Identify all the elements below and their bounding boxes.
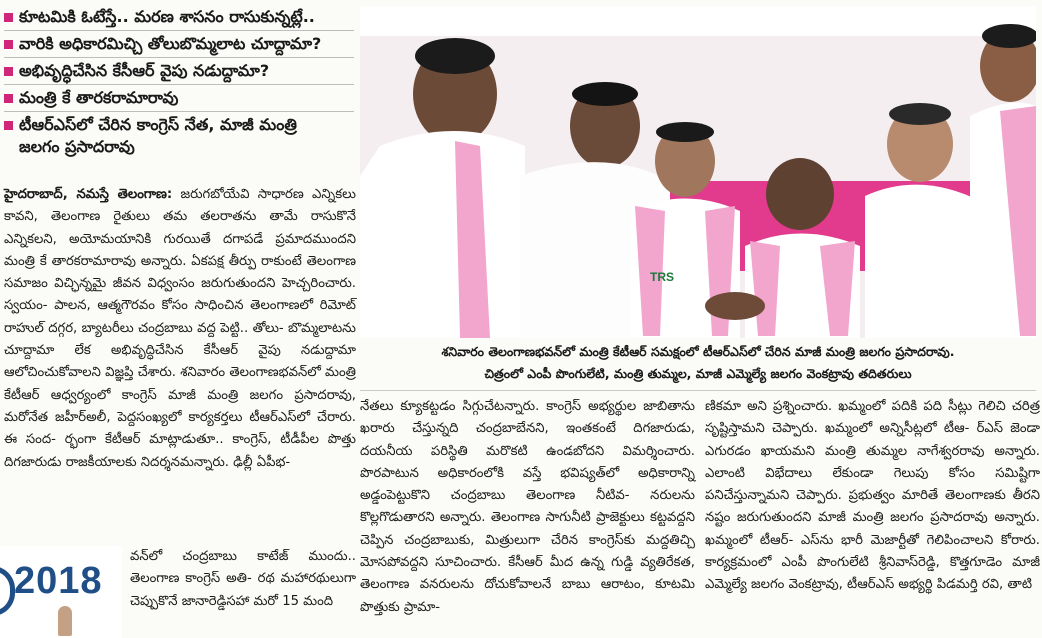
bullet-text: కూటమికి ఓటేస్తే.. మరణ శాసనం రాసుకున్నట్లే.. — [19, 7, 315, 26]
bullet-square-icon — [4, 94, 13, 103]
bullet-text: అభివృద్ధిచేసిన కేసీఆర్ వైపు నడుద్దామా? — [19, 61, 270, 80]
inked-finger-icon — [58, 606, 72, 636]
headline-bullet — [4, 31, 354, 58]
bullet-text: మంత్రి కే తారకరామారావు — [19, 88, 179, 107]
caption-line: చిత్రంలో ఎంపీ పొంగులేటి, మంత్రి తుమ్మల, మాజీ ఎమ్మెల్యే జలగం వెంకట్రావు తదితరులు — [484, 366, 912, 381]
caption-line: శనివారం తెలంగాణభవన్‌లో మంత్రి కేటీఆర్ సమక్షంలో టీఆర్ఎస్‌లో చేరిన మాజీ మంత్రి జలగం ప్రసాదరావు. — [441, 344, 955, 359]
headline-bullet — [4, 58, 354, 85]
article-columns-right — [360, 396, 1040, 638]
headline-bullet — [4, 4, 354, 31]
photo-caption — [360, 341, 1036, 385]
news-photo — [360, 6, 1036, 338]
bullet-square-icon — [4, 67, 13, 76]
article-column: నేతలు క్యూకట్టడం సిగ్గుచేటన్నారు. కాంగ్రెస్ అభ్యర్థుల జాబితాను ఖరారు చేస్తున్నది చంద్రబాబేనని, ఇంతకంటే దిగజారుడు, దయనీయ పరిస్థితి మరొకటి ఉండబోదని విమర్శించారు. పొరపాటున అధికారంలోకి వస్తే భవిష్యత్‌లో అధికారాన్ని అడ్డంపెట్టుకొని చంద్రబాబు తెలంగాణ నీటివ- నరులను కొల్లగొడుతారని అన్నారు. తెలంగాణ సాగునీటి ప్రాజెక్టులు కట్టవద్దని చెప్పిన చంద్రబాబుకు, మిత్రులుగా చేరిన కాంగ్రెస్‌కు మద్దతిచ్చి మోసపోవద్దని సూచించారు. కేసీఆర్ మీద ఉన్న గుడ్డి వ్యతిరేకత, తెలంగాణ వనరులను దోచుకోవాలనే బాబు ఆరాటం, కూటమి పొత్తుకు ప్రామా- — [360, 399, 695, 615]
bullet-square-icon — [4, 40, 13, 49]
bullet-square-icon — [4, 121, 13, 130]
article-wrap-text: వన్‌లో చంద్రబాబు కాటేజ్ ముందు.. తెలంగాణ కాంగ్రెస్ అతి- రథ మహారథులుగా చెప్పుకొనే జానారెడ్డిసహా మరో 15 మంది — [130, 549, 356, 609]
headline-bullet — [4, 85, 354, 112]
divider — [360, 390, 1036, 391]
article-text: జరుగబోయేవి సాధారణ ఎన్నికలు కావని, తెలంగాణ రైతులు తమ తలరాతను తామే రాసుకొనే ఎన్నికలని, అయోమయానికి గురయితే దగాపడే ప్రమాదముందని మంత్రి కే తారకరామారావు అన్నారు. ఏకపక్ష తీర్పు రాకుంటే తెలంగాణ సమాజం విచ్ఛిన్నమై జీవన విధ్వంసం జరుగుతుందని హెచ్చరించారు. స్వయం- పాలన, ఆత్మగౌరవం కోసం సాధించిన తెలంగాణలో రిమోట్ రాహుల్ దగ్గర, బ్యాటరీలు చంద్రబాబు వద్ద పెట్టి.. తోలు- బొమ్మలాటను చూద్దామా లేక అభివృద్ధిచేసిన కేసీఆర్ వైపు నడుద్దామా ఆలోచించుకోవాలని విజ్ఞప్తి చేశారు. శనివారం తెలంగాణభవన్‌లో మంత్రి కేటీఆర్ ఆధ్వర్యంలో కాంగ్రెస్ మాజీ మంత్రి జలగం ప్రసాదరావు, మరోనేత జహీర్‌అలీ, పెద్దసంఖ్యలో కార్యకర్తలు టీఆర్ఎస్‌లో చేరారు. ఈ సంద- ర్భంగా కేటీఆర్ మాట్లాడుతూ.. కాంగ్రెస్, టీడీపీల పొత్తు దిగజారుడు రాజకీయాలకు నిదర్శనమన్నారు. ఢిల్లీ ఏపీభ- — [4, 187, 356, 470]
photo-illustration — [360, 6, 1036, 338]
dateline: హైదరాబాద్, నమస్తే తెలంగాణ: — [4, 187, 173, 202]
article-column: ణికమా అని ప్రశ్నించారు. ఖమ్మంలో పదికి పది సీట్లు గెలిచి చరిత్ర సృష్టిస్తామని చెప్పారు. ఖమ్మంలో అన్నిసీట్లలో టీఆ- ర్ఎస్ జెండా ఎగురడం ఖాయమని మంత్రి తుమ్మల నాగేశ్వరరావు అన్నారు. ఎలాంటి విభేదాలు లేకుండా గెలుపు కోసం సమిష్టిగా పనిచేస్తున్నామని చెప్పారు. ప్రభుత్వం మారితే తెలంగాణకు తీరని నష్టం జరుగుతుందని మాజీ మంత్రి జలగం ప్రసాదరావు అన్నారు. ఖమ్మంలో టీఆర్- ఎస్‌ను భారీ మెజార్టీతో గెలిపించాలని కోరారు. కార్యక్రమంలో ఎంపీ పొంగులేటి శ్రీనివాస్‌రెడ్డి, కొత్తగూడెం మాజీ ఎమ్మెల్యే జలగం వెంకట్రావు, టీఆర్ఎస్ అభ్యర్థి పిడమర్తి రవి, తాటి — [705, 399, 1040, 593]
article-paragraph — [4, 184, 356, 474]
logo-arc-icon — [0, 566, 15, 616]
logo-text: 2018 — [14, 560, 103, 602]
sash-text: TRS — [650, 270, 674, 284]
bullet-text: వారికి అధికారమిచ్చి తోలుబొమ్మలాట చూద్దామా? — [19, 34, 322, 53]
bullet-text: టీఆర్ఎస్‌లో చేరిన కాంగ్రెస్ నేత, మాజీ మంత్రి జలగం ప్రసాదరావు — [19, 115, 297, 156]
bullet-square-icon — [4, 13, 13, 22]
election-2018-logo — [0, 546, 122, 638]
headline-bullets — [4, 4, 354, 160]
headline-bullet — [4, 112, 354, 160]
